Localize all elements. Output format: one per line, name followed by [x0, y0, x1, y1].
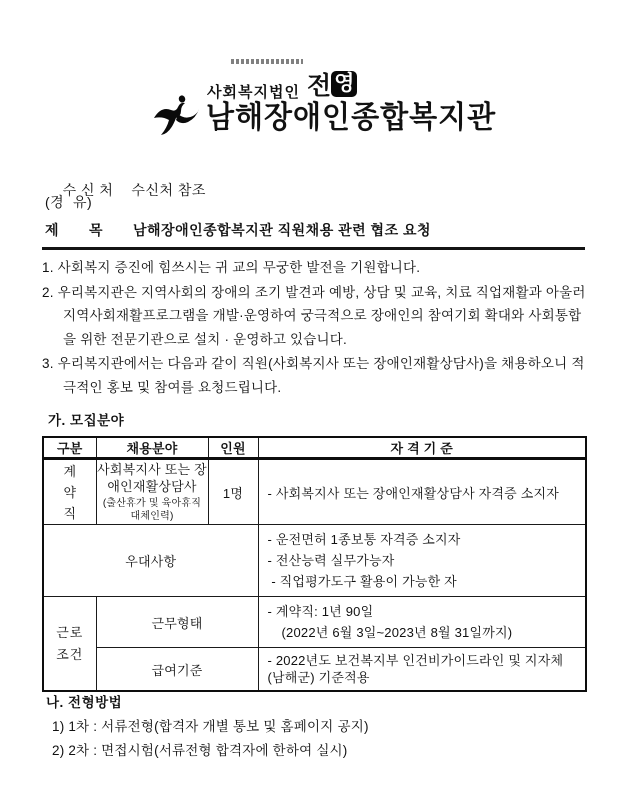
recipient-label: 수 신 처 — [62, 182, 114, 198]
method-item-2: 2) 2차 : 면접시험(서류전형 합격자에 한하여 실시) — [52, 743, 348, 758]
col-header-count: 인원 — [208, 437, 258, 459]
table-row-worktype — [43, 597, 586, 648]
flying-person-icon — [152, 94, 200, 136]
subject-label-right: 목 — [89, 222, 104, 238]
field-main: 사회복지사 또는 장애인재활상담사 — [97, 462, 207, 494]
foundation-label: 사회복지법인 — [207, 84, 300, 101]
cell-qualification: - 사회복지사 또는 장애인재활상담사 자격증 소지자 — [258, 459, 586, 525]
cell-preference-items — [258, 525, 586, 597]
recipient-value: 수신처 참조 — [131, 182, 206, 198]
col-header-category: 구분 — [43, 437, 96, 459]
cell-worktype-value — [258, 597, 586, 648]
logo-main-line — [152, 94, 496, 136]
preference-item: - 전산능력 실무가능자 — [267, 553, 395, 568]
subject-label-left: 제 — [45, 222, 60, 238]
preference-item: - 운전면허 1종보통 자격증 소지자 — [267, 532, 461, 547]
cell-pay-value: - 2022년도 보건복지부 인건비가이드라인 및 지자체(남해군) 기준적용 — [258, 648, 586, 692]
table-header-row — [43, 437, 586, 459]
section-a-title: 가. 모집분야 — [48, 413, 125, 428]
via-line: (경 유) — [45, 194, 93, 210]
body-paragraph-3: 3. 우리복지관에서는 다음과 같이 직원(사회복지사 또는 장애인재활상담사)을 채용하오니 적극적인 홍보 및 참여를 요청드립니다. — [42, 356, 585, 395]
cell-field — [96, 459, 208, 525]
org-name: 남해장애인종합복지관 — [206, 100, 497, 135]
cell-category-workcondition: 근로조건 — [43, 597, 96, 692]
letter-body — [42, 256, 587, 399]
recruit-table — [42, 436, 587, 692]
worktype-line1: - 계약직: 1년 90일 — [267, 604, 374, 619]
cell-worktype-label: 근무형태 — [96, 597, 258, 648]
worktype-line2: (2022년 6월 3일~2023년 8월 31일까지) — [281, 625, 513, 640]
preference-item: - 직업평가도구 활용이 가능한 자 — [267, 574, 457, 589]
section-b-title: 나. 전형방법 — [46, 695, 123, 710]
subject-text: 남해장애인종합복지관 직원채용 관련 협조 요청 — [133, 222, 432, 238]
col-header-qualification: 자 격 기 준 — [258, 437, 586, 459]
table-row-preference — [43, 525, 586, 597]
table-row-contract — [43, 459, 586, 525]
field-sub: (출산휴가 및 육아휴직 대체인력) — [102, 498, 202, 522]
cell-pay-label: 급여기준 — [96, 648, 258, 692]
cell-preference-label: 우대사항 — [43, 525, 258, 597]
cell-category-contract: 계약직 — [43, 459, 96, 525]
subject-line — [45, 220, 431, 240]
foundation-name: 전 영 — [307, 66, 357, 102]
header-divider-rule — [42, 247, 585, 250]
logo-slogan-microtext — [231, 59, 303, 64]
method-item-1: 1) 1차 : 서류전형(합격자 개별 통보 및 홈페이지 공지) — [52, 719, 369, 734]
body-paragraph-1: 1. 사회복지 증진에 힘쓰시는 귀 교의 무궁한 발전을 기원합니다. — [42, 260, 421, 275]
body-paragraph-2: 2. 우리복지관은 지역사회의 장애의 조기 발견과 예방, 상담 및 교육, 치료 직업재활과 아울러 지역사회재활프로그램을 개발·운영하여 궁극적으로 장애인의 참여기회 확대와 사회통합을 위한 전문기관으로 설치 · 운영하고 있습니다. — [42, 284, 586, 347]
table-row-pay — [43, 648, 586, 692]
cell-count: 1명 — [208, 459, 258, 525]
col-header-field: 채용분야 — [96, 437, 208, 459]
